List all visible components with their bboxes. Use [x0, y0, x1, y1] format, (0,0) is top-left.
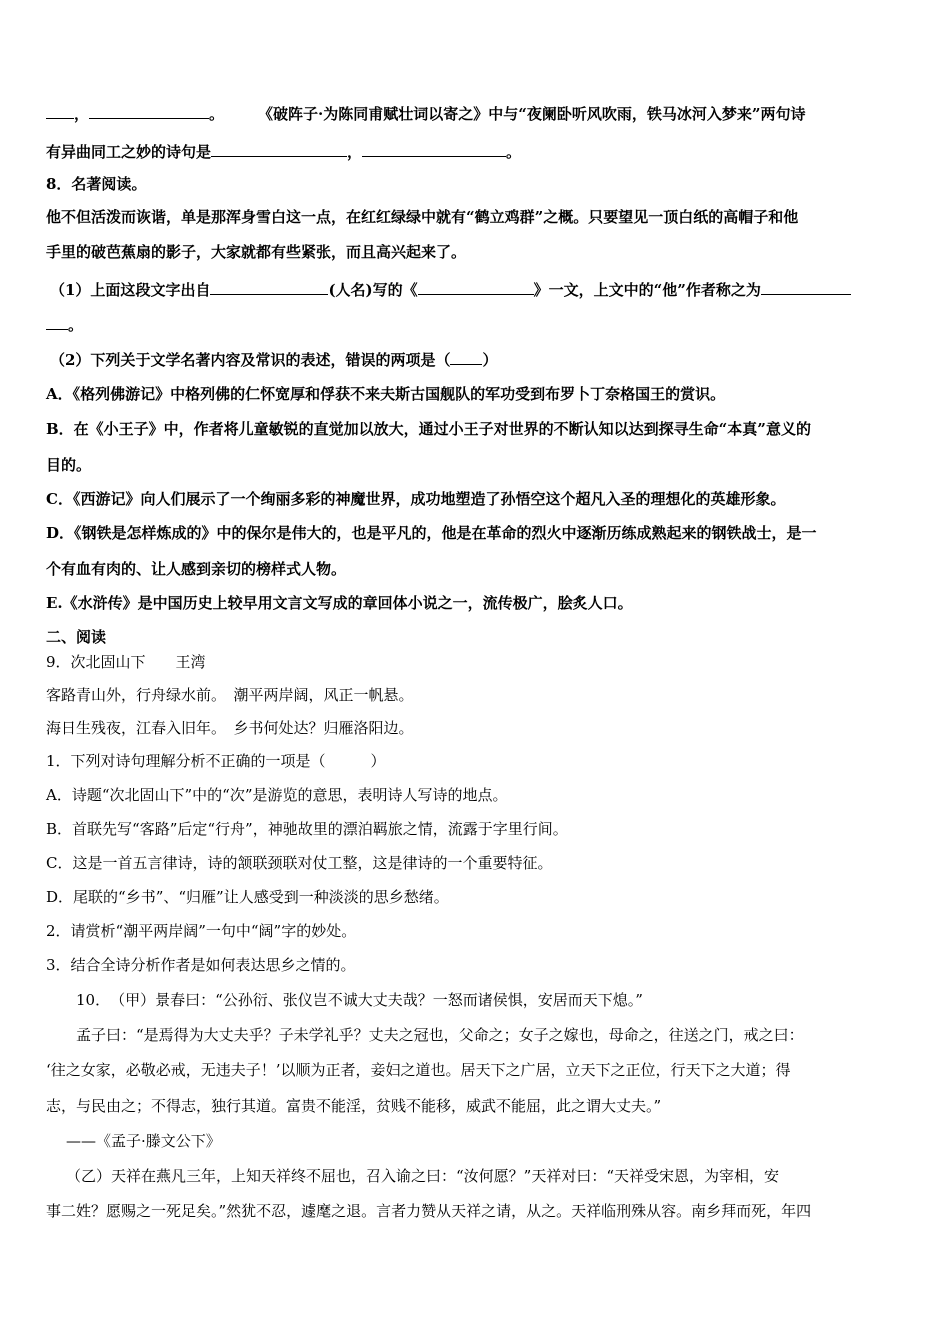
answer-blank[interactable]: [46, 314, 68, 330]
answer-blank[interactable]: [761, 279, 851, 295]
q8-option-a: A．《格列佛游记》中格列佛的仁怀宽厚和俘获不来夫斯古国舰队的军功受到布罗卜丁奈格国王的赏识。: [46, 385, 726, 403]
q9-option-d: D．尾联的“乡书”、“归雁”让人感受到一种淡淡的思乡愁绪。: [46, 888, 449, 906]
q8-option-b-cont: 目的。: [46, 456, 92, 474]
q10-line: 10． （甲）景春曰：“公孙衍、张仪岂不诚大丈夫哉？一怒而诸侯惧，安居而天下熄。”: [76, 991, 643, 1009]
q8-option-c: C．《西游记》向人们展示了一个绚丽多彩的神魔世界，成功地塑造了孙悟空这个超凡入圣的理想化的英雄形象。: [46, 490, 786, 508]
q8-option-d: D．《钢铁是怎样炼成的》中的保尔是伟大的，也是平凡的，他是在革命的烈火中逐渐历练成熟起来的钢铁战士，是一: [46, 524, 817, 542]
answer-blank[interactable]: [450, 349, 482, 365]
q10-line: ‘往之女家，必敬必戒，无违夫子！’以顺为正者，妾妇之道也。居天下之广居，立天下之正位，行天下之大道；得: [46, 1061, 791, 1079]
q7-line2: 有异曲同工之妙的诗句是 ， 。: [46, 143, 522, 161]
q8-header: 8．名著阅读。: [46, 175, 147, 193]
q8-sub1-cont: 。: [46, 314, 908, 335]
q10-line: 事二姓？愿赐之一死足矣。”然犹不忍，遽麾之退。言者力赞从天祥之请，从之。天祥临刑殊从容。南乡拜而死，年四: [46, 1202, 812, 1220]
q10-line: 志，与民由之；不得志，独行其道。富贵不能淫，贫贱不能移，威武不能屈，此之谓大丈夫。”: [46, 1097, 662, 1115]
q9-poem-line: 客路青山外，行舟绿水前。 潮平两岸阔，风正一帆悬。: [46, 686, 414, 704]
q9-sub2: 2．请赏析“潮平两岸阔”一句中“阔”字的妙处。: [46, 922, 357, 940]
answer-blank[interactable]: [210, 279, 328, 295]
answer-blank[interactable]: [362, 141, 506, 157]
q10-line: 孟子曰：“是焉得为大丈夫乎？子未学礼乎？丈夫之冠也，父命之；女子之嫁也，母命之，往送之门，戒之曰：: [76, 1026, 804, 1044]
q7-line1: ， 。 《破阵子·为陈同甫赋壮词以寄之》中与“夜阑卧听风吹雨，铁马冰河入梦来”两句诗: [46, 103, 908, 124]
q8-sub1: （1）上面这段文字出自 (人名)写的《 》一文，上文中的“他”作者称之为: [50, 279, 908, 300]
q10-source: ——《孟子·滕文公下》: [66, 1132, 221, 1150]
answer-blank[interactable]: [46, 103, 74, 119]
q8-sub2: （2）下列关于文学名著内容及常识的表述，错误的两项是（ ）: [50, 351, 498, 369]
q9-option-b: B．首联先写“客路”后定“行舟”，神驰故里的漂泊羁旅之情，流露于字里行间。: [46, 820, 568, 838]
q8-passage-line: 手里的破芭蕉扇的影子，大家就都有些紧张，而且高兴起来了。: [46, 243, 467, 261]
q8-option-e: E.《水浒传》是中国历史上较早用文言文写成的章回体小说之一，流传极广，脍炙人口。: [46, 594, 633, 612]
answer-blank[interactable]: [211, 141, 347, 157]
q9-title: 9．次北固山下 王湾: [46, 653, 206, 671]
q9-sub1: 1．下列对诗句理解分析不正确的一项是（ ）: [46, 752, 386, 770]
q9-option-a: A．诗题“次北固山下”中的“次”是游览的意思，表明诗人写诗的地点。: [46, 786, 508, 804]
q9-poem-line: 海日生残夜，江春入旧年。 乡书何处达？归雁洛阳边。: [46, 719, 414, 737]
q9-option-c: C．这是一首五言律诗，诗的颔联颈联对仗工整，这是律诗的一个重要特征。: [46, 854, 553, 872]
q8-option-b: B．在《小王子》中，作者将儿童敏锐的直觉加以放大，通过小王子对世界的不断认知以达到探寻生命“本真”意义的: [46, 420, 811, 438]
q8-option-d-cont: 个有血有肉的、让人感到亲切的榜样式人物。: [46, 560, 347, 578]
q8-passage-line: 他不但活泼而诙谐，单是那浑身雪白这一点，在红红绿绿中就有“鹤立鸡群”之概。只要望见一顶白纸的高帽子和他: [46, 208, 799, 226]
answer-blank[interactable]: [89, 103, 209, 119]
q10-line: （乙）天祥在燕凡三年，上知天祥终不屈也，召入谕之曰：“汝何愿？”天祥对曰：“天祥受宋恩，为宰相，安: [66, 1167, 780, 1185]
answer-blank[interactable]: [418, 279, 534, 295]
section-title: 二、阅读: [46, 628, 107, 646]
q9-sub3: 3．结合全诗分析作者是如何表达思乡之情的。: [46, 956, 356, 974]
